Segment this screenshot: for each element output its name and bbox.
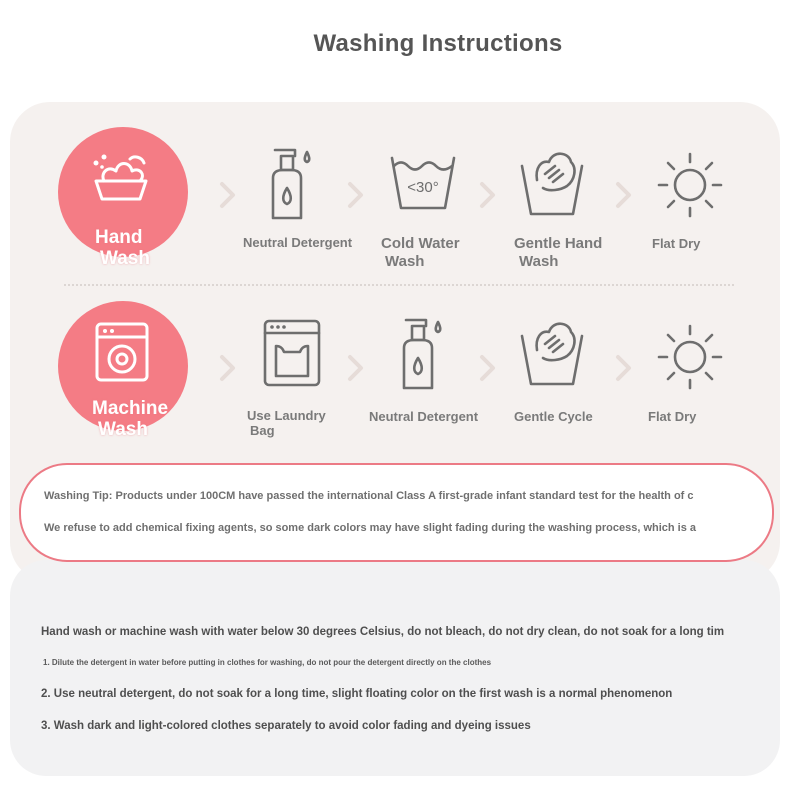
hand-wash-label-line1: Hand (95, 227, 143, 248)
section-divider (64, 284, 734, 286)
washing-machine-bag-icon (262, 318, 322, 388)
chevron-right-icon (614, 353, 634, 383)
sun-icon (655, 322, 725, 392)
notes-item-1: 1. Dilute the detergent in water before putting in clothes for washing, do not pour the detergent directly on the clothes (43, 658, 492, 667)
hand-step-3-label (514, 235, 602, 271)
hand-step-2-line1: Cold Water (381, 235, 460, 252)
hand-step-1-label: Neutral Detergent (243, 235, 353, 250)
hand-wash-basin-badge-icon (90, 153, 152, 203)
chevron-right-icon (346, 180, 366, 210)
machine-wash-label-line2: Wash (98, 419, 148, 440)
notes-card (10, 560, 780, 776)
machine-step-1-line2: Bag (250, 423, 275, 438)
machine-step-1-line1: Use Laundry (247, 408, 326, 423)
detergent-bottle-icon (396, 314, 446, 392)
chevron-right-icon (478, 353, 498, 383)
notes-intro: Hand wash or machine wash with water below 30 degrees Celsius, do not bleach, do not dry clean, do not soak for a long tim (41, 626, 725, 638)
chevron-right-icon (218, 180, 238, 210)
machine-step-2-label: Neutral Detergent (369, 409, 479, 424)
hand-step-4-label: Flat Dry (652, 236, 701, 251)
hand-step-2-label (381, 235, 460, 271)
notes-item-3: 3. Wash dark and light-colored clothes separately to avoid color fading and dyeing issues (41, 720, 531, 732)
machine-wash-label-line1: Machine (92, 398, 169, 419)
notes-item-2: 2. Use neutral detergent, do not soak for a long time, slight floating color on the first wash is a normal phenomenon (41, 688, 673, 700)
machine-step-1-label (247, 408, 326, 438)
washing-tip-line1: Washing Tip: Products under 100CM have passed the international Class A first-grade infant standard test for the health of c (44, 490, 694, 502)
chevron-right-icon (478, 180, 498, 210)
hand-wash-label-line2: Wash (100, 248, 150, 269)
machine-step-4-label: Flat Dry (648, 409, 697, 424)
chevron-right-icon (346, 353, 366, 383)
hand-wash-badge (58, 127, 188, 269)
detergent-bottle-icon (265, 144, 315, 222)
hand-wash-basin-icon (519, 318, 585, 386)
hand-step-3-line2: Wash (519, 253, 559, 270)
hand-step-2-line2: Wash (385, 253, 425, 270)
hand-wash-basin-icon (519, 148, 585, 216)
tub-temperature-text: <30° (407, 179, 439, 196)
washing-tip-line2: We refuse to add chemical fixing agents, so some dark colors may have slight fading during the washing process, which is a (44, 522, 697, 534)
sun-icon (655, 150, 725, 220)
washing-tip-box (19, 463, 774, 562)
machine-wash-badge (58, 301, 188, 440)
chevron-right-icon (614, 180, 634, 210)
chevron-right-icon (218, 353, 238, 383)
machine-step-3-label: Gentle Cycle (514, 409, 593, 424)
page-title: Washing Instructions (313, 30, 563, 57)
hand-step-3-line1: Gentle Hand (514, 235, 603, 252)
wash-tub-30-icon (389, 154, 457, 212)
washing-machine-badge-icon (94, 321, 150, 383)
